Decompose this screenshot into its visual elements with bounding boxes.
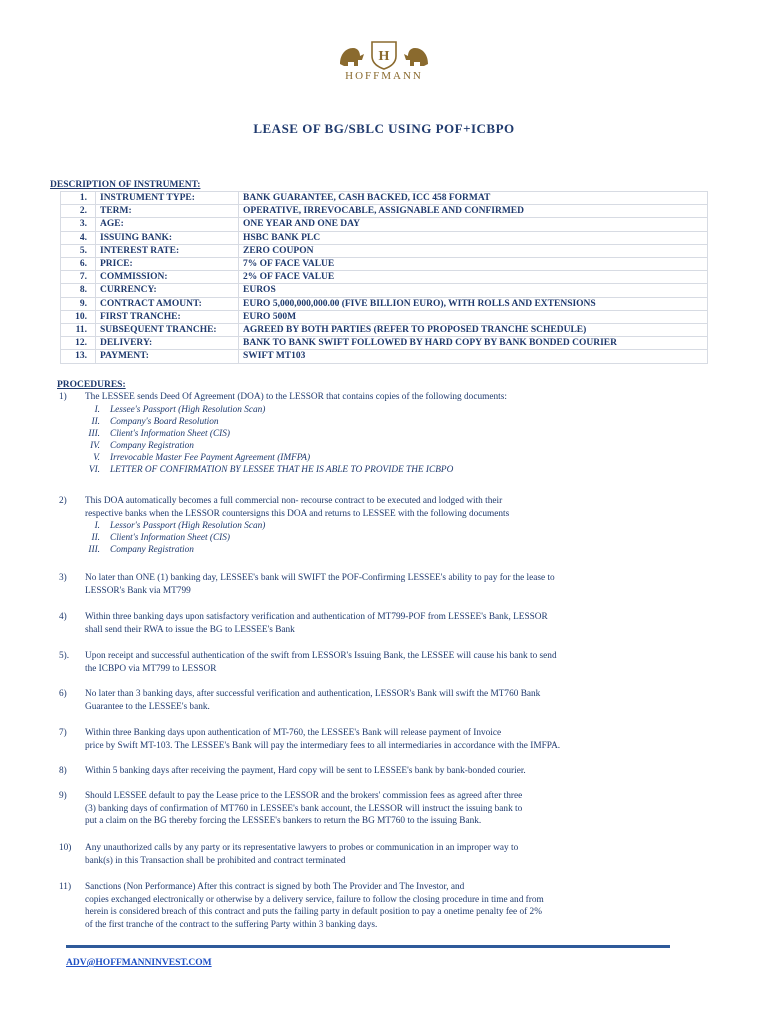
procedure-line: Sanctions (Non Performance) After this contract is signed by both The Provider and The Investor, and [85,882,465,892]
footer-email-link[interactable]: ADV@HOFFMANNINVEST.COM [66,958,212,968]
table-row [61,258,708,271]
procedure-number: 2) [59,496,67,506]
table-row [61,271,708,284]
procedure-3 [59,572,725,597]
logo-wordmark: HOFFMANN [345,70,423,82]
table-row [61,231,708,244]
table-row [61,324,708,337]
row-label: AGE: [96,218,239,231]
procedure-line: copies exchanged electronically or otherwise by a delivery service, failure to follow the closing procedure in time and from [85,894,544,905]
description-heading: DESCRIPTION OF INSTRUMENT: [50,180,201,190]
table-row [61,218,708,231]
procedure-line: LESSOR's Bank via MT799 [85,585,191,596]
procedure-line: This DOA automatically becomes a full commercial non- recourse contract to be executed and lodged with their [85,496,503,506]
row-number: 11. [61,324,96,337]
row-number: 2. [61,205,96,218]
procedure-5 [59,650,725,675]
row-value: 7% OF FACE VALUE [239,258,708,271]
row-value: SWIFT MT103 [239,350,708,363]
procedure-2-list [70,520,265,556]
procedure-line: Guarantee to the LESSEE's bank. [85,701,210,712]
row-value: EURO 5,000,000,000.00 (FIVE BILLION EURO), WITH ROLLS AND EXTENSIONS [239,297,708,310]
procedure-number: 8) [59,766,67,776]
row-number: 4. [61,231,96,244]
row-label: PAYMENT: [96,350,239,363]
procedure-number: 7) [59,728,67,738]
procedure-line: the ICBPO via MT799 to LESSOR [85,663,217,674]
table-row [61,244,708,257]
table-row [61,192,708,205]
procedure-number: 11) [59,882,72,892]
table-row [61,284,708,297]
procedure-line: of the first tranche of the contract to the suffering Party within 3 banking days. [85,919,378,930]
procedure-number: 6) [59,689,67,699]
procedure-6 [59,688,725,713]
procedure-4 [59,611,725,636]
row-value: AGREED BY BOTH PARTIES (REFER TO PROPOSED TRANCHE SCHEDULE) [239,324,708,337]
procedure-text: The LESSEE sends Deed Of Agreement (DOA) to the LESSOR that contains copies of the following documents: [85,392,507,402]
list-item: III. Client's Information Sheet (CIS) [88,429,230,439]
row-number: 9. [61,297,96,310]
list-item: V. Irrevocable Master Fee Payment Agreement (IMFPA) [93,453,311,463]
procedure-line: No later than 3 banking days, after successful verification and authentication, LESSOR's Bank will swift the MT760 Bank [85,689,541,699]
procedure-line: No later than ONE (1) banking day, LESSEE's bank will SWIFT the POF-Confirming LESSEE's ability to pay for the lease to [85,573,555,583]
row-label: PRICE: [96,258,239,271]
row-label: CONTRACT AMOUNT: [96,297,239,310]
table-row [61,310,708,323]
row-value: BANK TO BANK SWIFT FOLLOWED BY HARD COPY BY BANK BONDED COURIER [239,337,708,350]
table-row [61,350,708,363]
procedure-line: bank(s) in this Transaction shall be prohibited and contract terminated [85,855,346,866]
row-label: INSTRUMENT TYPE: [96,192,239,205]
list-item: I. Lessor's Passport (High Resolution Scan) [94,521,266,531]
row-number: 5. [61,244,96,257]
row-number: 1. [61,192,96,205]
procedure-8 [59,765,725,778]
row-label: INTEREST RATE: [96,244,239,257]
procedure-line: Should LESSEE default to pay the Lease price to the LESSOR and the brokers' commission fees as agreed after three [85,791,523,801]
list-item: II. Company's Board Resolution [91,417,219,427]
procedure-1 [59,391,725,404]
procedure-line: herein is considered breach of this contract and puts the failing party in default position to pay a onetime penalty fee of 2% [85,907,542,917]
svg-text:H: H [378,49,390,64]
row-value: BANK GUARANTEE, CASH BACKED, ICC 458 FORMAT [239,192,708,205]
procedure-11 [59,881,735,931]
row-label: FIRST TRANCHE: [96,310,239,323]
row-number: 6. [61,258,96,271]
procedure-number: 5). [59,651,70,661]
row-label: DELIVERY: [96,337,239,350]
company-logo [322,38,446,90]
procedure-line: price by Swift MT-103. The LESSEE's Bank will pay the intermediary fees to all intermediaries in accordance with the IMFPA. [85,740,561,751]
table-row [61,297,708,310]
row-number: 10. [61,310,96,323]
row-label: ISSUING BANK: [96,231,239,244]
procedure-line: put a claim on the BG thereby forcing the LESSEE's bankers to return the BG MT760 to the issuing Bank. [85,816,482,826]
row-number: 7. [61,271,96,284]
procedure-number: 3) [59,573,67,583]
row-value: OPERATIVE, IRREVOCABLE, ASSIGNABLE AND CONFIRMED [239,205,708,218]
row-number: 8. [61,284,96,297]
row-value: HSBC BANK PLC [239,231,708,244]
procedure-2 [59,495,725,520]
procedure-line: Upon receipt and successful authentication of the swift from LESSOR's Issuing Bank, the LESSEE will cause his bank to send [85,651,557,661]
row-number: 13. [61,350,96,363]
procedure-number: 1) [59,392,67,402]
procedure-line: (3) banking days of confirmation of MT760 in LESSEE's bank account, the LESSOR will instruct the issuing bank to [85,803,523,814]
table-row [61,337,708,350]
list-item: I. Lessee's Passport (High Resolution Scan) [94,405,266,415]
procedure-line: Any unauthorized calls by any party or its representative lawyers to probes or communication in an improper way to [85,843,519,853]
procedure-line: shall send their RWA to issue the BG to LESSEE's Bank [85,624,295,635]
list-item: IV. Company Registration [90,441,194,451]
procedure-number: 9) [59,791,67,801]
row-value: EUROS [239,284,708,297]
instrument-table [60,191,708,364]
row-number: 12. [61,337,96,350]
procedure-9 [59,790,725,828]
row-label: SUBSEQUENT TRANCHE: [96,324,239,337]
footer-divider [66,945,670,948]
procedure-number: 4) [59,612,67,622]
document-title: LEASE OF BG/SBLC USING POF+ICBPO [253,121,515,136]
procedure-line: Within three Banking days upon authentication of MT-760, the LESSEE's Bank will release payment of Invoice [85,728,502,738]
list-item: VI. LETTER OF CONFIRMATION BY LESSEE THAT HE IS ABLE TO PROVIDE THE ICBPO [88,465,454,475]
row-value: ONE YEAR AND ONE DAY [239,218,708,231]
procedures-heading: PROCEDURES: [57,380,126,390]
row-label: TERM: [96,205,239,218]
row-label: CURRENCY: [96,284,239,297]
procedure-line: respective banks when the LESSOR countersigns this DOA and returns to LESSEE with the following documents [85,508,510,519]
list-item: III. Company Registration [88,545,194,555]
table-row [61,205,708,218]
procedure-10 [59,842,725,867]
row-value: ZERO COUPON [239,244,708,257]
row-number: 3. [61,218,96,231]
procedure-7 [59,727,735,752]
procedure-line: Within 5 banking days after receiving the payment, Hard copy will be sent to LESSEE's bank by bank-bonded courier. [85,766,526,776]
row-label: COMMISSION: [96,271,239,284]
row-value: 2% OF FACE VALUE [239,271,708,284]
hoffmann-crest-icon [322,38,446,70]
list-item: II. Client's Information Sheet (CIS) [91,533,230,543]
procedure-line: Within three banking days upon satisfactory verification and authentication of MT799-POF from LESSEE's Bank, LESSOR [85,612,548,622]
procedure-1-list [70,404,453,476]
procedure-number: 10) [59,843,72,853]
row-value: EURO 500M [239,310,708,323]
